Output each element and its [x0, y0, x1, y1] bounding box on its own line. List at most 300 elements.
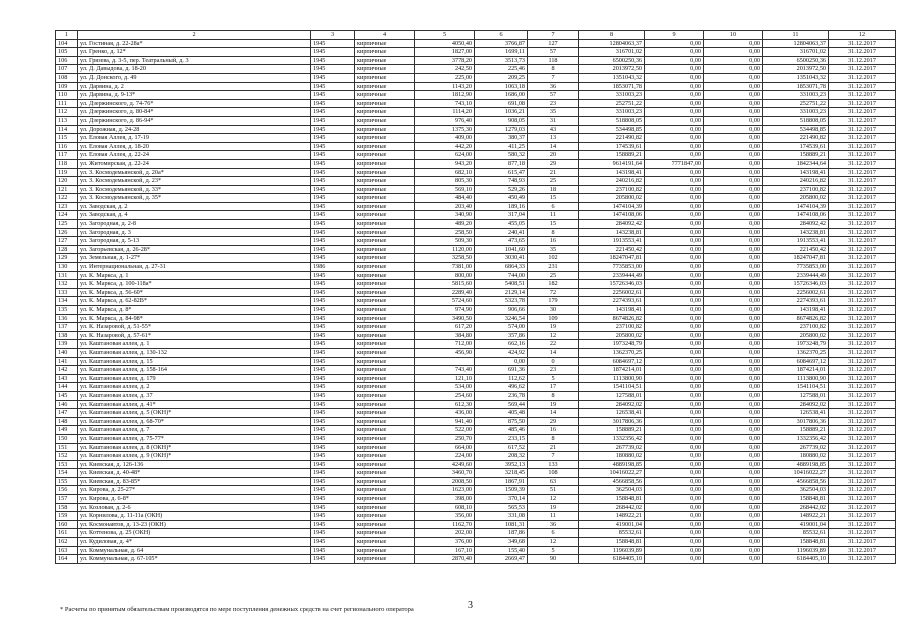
cell-cost-remaining: 6500250,36: [763, 56, 829, 65]
cell-year-built: 1945: [311, 469, 355, 478]
cell-row-index: 122: [56, 194, 78, 203]
cell-living-area: 580,32: [475, 151, 528, 160]
cell-cost-total: 1351043,32: [579, 73, 645, 82]
cell-total-area: 682,10: [415, 168, 475, 177]
cell-row-index: 110: [56, 91, 78, 100]
table-row: [56, 434, 896, 443]
cell-deadline-date: 31.12.2017: [829, 237, 896, 246]
cell-cost-total: 1474104,39: [579, 202, 645, 211]
cell-cost-total: 158848,81: [579, 538, 645, 547]
cell-row-index: 159: [56, 512, 78, 521]
cell-total-area: 340,90: [415, 211, 475, 220]
cell-wall-material: кирпичные: [355, 306, 415, 315]
cell-year-built: 1945: [311, 82, 355, 91]
cell-deadline-date: 31.12.2017: [829, 452, 896, 461]
table-row: [56, 211, 896, 220]
cell-cost-total: 268442,02: [579, 503, 645, 512]
table-row: [56, 409, 896, 418]
cell-deadline-date: 31.12.2017: [829, 443, 896, 452]
cell-funds-other: 0,00: [645, 82, 704, 91]
cell-funds-other: 0,00: [645, 142, 704, 151]
cell-residents-count: 90: [528, 555, 579, 564]
cell-row-index: 136: [56, 314, 78, 323]
cell-living-area: 565,53: [475, 503, 528, 512]
cell-funds-other: 0,00: [645, 383, 704, 392]
cell-cost-remaining: 7735853,00: [763, 263, 829, 272]
cell-cost-remaining: 252751,22: [763, 99, 829, 108]
column-number: 4: [355, 31, 415, 40]
cell-funds-3: 0,00: [704, 185, 763, 194]
cell-funds-other: 0,00: [645, 263, 704, 272]
cell-address: ул. Дорожная, д. 24-28: [78, 125, 311, 134]
cell-funds-3: 0,00: [704, 443, 763, 452]
column-number: 11: [763, 31, 829, 40]
cell-row-index: 120: [56, 177, 78, 186]
cell-cost-total: 143238,81: [579, 228, 645, 237]
cell-cost-remaining: 518808,05: [763, 116, 829, 125]
cell-deadline-date: 31.12.2017: [829, 434, 896, 443]
cell-total-area: 976,40: [415, 116, 475, 125]
cell-wall-material: кирпичные: [355, 185, 415, 194]
table-row: [56, 271, 896, 280]
cell-funds-other: 0,00: [645, 512, 704, 521]
cell-address: ул. З. Космодемьянской, д. 33*: [78, 185, 311, 194]
cell-row-index: 123: [56, 202, 78, 211]
cell-cost-total: 1913553,41: [579, 237, 645, 246]
cell-residents-count: 12: [528, 538, 579, 547]
cell-funds-other: 0,00: [645, 297, 704, 306]
cell-living-area: 691,36: [475, 366, 528, 375]
cell-funds-3: 0,00: [704, 323, 763, 332]
cell-address: ул. Дарвина, д. 2: [78, 82, 311, 91]
cell-deadline-date: 31.12.2017: [829, 280, 896, 289]
cell-wall-material: кирпичные: [355, 512, 415, 521]
cell-wall-material: кирпичные: [355, 426, 415, 435]
cell-wall-material: кирпичные: [355, 314, 415, 323]
cell-wall-material: кирпичные: [355, 529, 415, 538]
cell-living-area: 3030,41: [475, 254, 528, 263]
cell-cost-total: 174539,61: [579, 142, 645, 151]
cell-residents-count: 8: [528, 434, 579, 443]
cell-cost-remaining: 148922,21: [763, 512, 829, 521]
cell-year-built: 1945: [311, 314, 355, 323]
cell-residents-count: 102: [528, 254, 579, 263]
cell-cost-remaining: 237100,82: [763, 323, 829, 332]
housing-register-table: [55, 30, 896, 564]
cell-wall-material: кирпичные: [355, 108, 415, 117]
cell-year-built: 1945: [311, 39, 355, 48]
cell-address: ул. Загородная, д. 5-13: [78, 237, 311, 246]
cell-year-built: 1945: [311, 91, 355, 100]
cell-address: ул. З. Космодемьянской, д. 23*: [78, 177, 311, 186]
cell-wall-material: кирпичные: [355, 116, 415, 125]
cell-year-built: 1945: [311, 374, 355, 383]
cell-cost-total: 2274393,61: [579, 297, 645, 306]
cell-address: ул. Корнилова, д. 11-11а (ОКН): [78, 512, 311, 521]
column-number: 2: [78, 31, 311, 40]
cell-funds-other: 0,00: [645, 73, 704, 82]
cell-residents-count: 20: [528, 151, 579, 160]
cell-cost-total: 143198,41: [579, 168, 645, 177]
cell-residents-count: 133: [528, 460, 579, 469]
cell-total-area: 376,00: [415, 538, 475, 547]
cell-funds-3: 0,00: [704, 340, 763, 349]
cell-cost-remaining: 237100,82: [763, 185, 829, 194]
cell-deadline-date: 31.12.2017: [829, 185, 896, 194]
cell-funds-other: 0,00: [645, 434, 704, 443]
cell-deadline-date: 31.12.2017: [829, 254, 896, 263]
cell-total-area: 664,00: [415, 443, 475, 452]
cell-total-area: 743,10: [415, 99, 475, 108]
table-row: [56, 546, 896, 555]
cell-cost-total: 85532,61: [579, 529, 645, 538]
cell-living-area: 349,68: [475, 538, 528, 547]
cell-cost-total: 205800,02: [579, 331, 645, 340]
cell-deadline-date: 31.12.2017: [829, 323, 896, 332]
cell-living-area: 112,62: [475, 374, 528, 383]
cell-residents-count: 29: [528, 159, 579, 168]
cell-cost-remaining: 126538,41: [763, 409, 829, 418]
cell-cost-total: 8674826,82: [579, 314, 645, 323]
cell-wall-material: кирпичные: [355, 520, 415, 529]
cell-funds-other: 0,00: [645, 417, 704, 426]
cell-living-area: 877,18: [475, 159, 528, 168]
cell-wall-material: кирпичные: [355, 211, 415, 220]
cell-funds-other: 0,00: [645, 520, 704, 529]
cell-cost-total: 18247047,81: [579, 254, 645, 263]
cell-address: ул. Загородная, д. 2-8: [78, 220, 311, 229]
cell-living-area: 411,25: [475, 142, 528, 151]
cell-row-index: 157: [56, 495, 78, 504]
cell-wall-material: кирпичные: [355, 400, 415, 409]
cell-funds-3: 0,00: [704, 177, 763, 186]
cell-living-area: 2129,14: [475, 288, 528, 297]
cell-cost-total: 534498,85: [579, 125, 645, 134]
cell-funds-other: 0,00: [645, 288, 704, 297]
cell-cost-remaining: 8674826,82: [763, 314, 829, 323]
table-row: [56, 263, 896, 272]
table-row: [56, 340, 896, 349]
cell-total-area: 5815,60: [415, 280, 475, 289]
cell-funds-3: 0,00: [704, 486, 763, 495]
cell-funds-3: 0,00: [704, 39, 763, 48]
cell-year-built: 1945: [311, 495, 355, 504]
cell-year-built: 1945: [311, 116, 355, 125]
cell-year-built: 1945: [311, 99, 355, 108]
cell-funds-3: 0,00: [704, 409, 763, 418]
cell-wall-material: кирпичные: [355, 245, 415, 254]
cell-funds-3: 0,00: [704, 529, 763, 538]
cell-year-built: 1945: [311, 383, 355, 392]
cell-deadline-date: 31.12.2017: [829, 469, 896, 478]
cell-funds-other: 0,00: [645, 134, 704, 143]
column-number: 8: [579, 31, 645, 40]
cell-year-built: 1945: [311, 254, 355, 263]
cell-row-index: 150: [56, 434, 78, 443]
cell-total-area: 624,00: [415, 151, 475, 160]
cell-funds-3: 0,00: [704, 426, 763, 435]
cell-funds-other: 0,00: [645, 116, 704, 125]
cell-total-area: 943,20: [415, 159, 475, 168]
cell-total-area: 1827,00: [415, 48, 475, 57]
cell-address: ул. Каштановая аллея, д. 7: [78, 426, 311, 435]
cell-cost-total: 284092,02: [579, 400, 645, 409]
cell-row-index: 143: [56, 374, 78, 383]
cell-total-area: 121,10: [415, 374, 475, 383]
cell-deadline-date: 31.12.2017: [829, 56, 896, 65]
cell-funds-other: 0,00: [645, 245, 704, 254]
cell-deadline-date: 31.12.2017: [829, 82, 896, 91]
cell-residents-count: 31: [528, 116, 579, 125]
cell-address: ул. Д. Давыдова, д. 18-20: [78, 65, 311, 74]
table-row: [56, 495, 896, 504]
cell-total-area: 5724,60: [415, 297, 475, 306]
table-row: [56, 134, 896, 143]
cell-living-area: 617,52: [475, 443, 528, 452]
cell-funds-other: 0,00: [645, 56, 704, 65]
cell-residents-count: 18: [528, 185, 579, 194]
cell-funds-other: 0,00: [645, 237, 704, 246]
cell-wall-material: кирпичные: [355, 409, 415, 418]
cell-living-area: 357,86: [475, 331, 528, 340]
cell-funds-3: 0,00: [704, 495, 763, 504]
cell-funds-3: 0,00: [704, 82, 763, 91]
cell-year-built: 1945: [311, 400, 355, 409]
cell-address: ул. К. Назаровой, д. 51-55*: [78, 323, 311, 332]
cell-funds-other: 0,00: [645, 486, 704, 495]
cell-funds-3: 0,00: [704, 91, 763, 100]
cell-wall-material: кирпичные: [355, 91, 415, 100]
table-row: [56, 65, 896, 74]
cell-living-area: 405,48: [475, 409, 528, 418]
cell-year-built: 1945: [311, 185, 355, 194]
cell-row-index: 160: [56, 520, 78, 529]
cell-deadline-date: 31.12.2017: [829, 202, 896, 211]
cell-total-area: 800,00: [415, 271, 475, 280]
cell-residents-count: 108: [528, 469, 579, 478]
cell-total-area: 484,40: [415, 194, 475, 203]
cell-funds-other: 0,00: [645, 91, 704, 100]
cell-funds-3: 0,00: [704, 280, 763, 289]
cell-living-area: 569,44: [475, 400, 528, 409]
cell-residents-count: 6: [528, 202, 579, 211]
cell-living-area: 317,04: [475, 211, 528, 220]
cell-deadline-date: 31.12.2017: [829, 348, 896, 357]
cell-row-index: 142: [56, 366, 78, 375]
cell-year-built: 1945: [311, 520, 355, 529]
cell-address: ул. Каштановая аллея, д. 37: [78, 391, 311, 400]
cell-funds-other: 0,00: [645, 443, 704, 452]
cell-residents-count: 23: [528, 366, 579, 375]
cell-cost-remaining: 10416022,27: [763, 469, 829, 478]
cell-cost-total: 158848,81: [579, 495, 645, 504]
cell-cost-remaining: 174539,61: [763, 142, 829, 151]
cell-living-area: 3246,54: [475, 314, 528, 323]
cell-row-index: 114: [56, 125, 78, 134]
cell-funds-other: 0,00: [645, 65, 704, 74]
cell-living-area: 1699,11: [475, 48, 528, 57]
cell-wall-material: кирпичные: [355, 159, 415, 168]
cell-residents-count: 63: [528, 477, 579, 486]
cell-living-area: 225,46: [475, 65, 528, 74]
cell-deadline-date: 31.12.2017: [829, 374, 896, 383]
cell-residents-count: 30: [528, 306, 579, 315]
cell-year-built: 1945: [311, 443, 355, 452]
cell-wall-material: кирпичные: [355, 228, 415, 237]
cell-funds-other: 0,00: [645, 495, 704, 504]
cell-row-index: 129: [56, 254, 78, 263]
cell-year-built: 1945: [311, 460, 355, 469]
table-row: [56, 288, 896, 297]
cell-wall-material: кирпичные: [355, 434, 415, 443]
cell-cost-remaining: 267739,02: [763, 443, 829, 452]
cell-living-area: 331,08: [475, 512, 528, 521]
cell-total-area: 442,20: [415, 142, 475, 151]
cell-residents-count: 57: [528, 91, 579, 100]
cell-cost-total: 205800,02: [579, 194, 645, 203]
cell-residents-count: 13: [528, 134, 579, 143]
cell-cost-total: 1362370,25: [579, 348, 645, 357]
cell-deadline-date: 31.12.2017: [829, 383, 896, 392]
cell-funds-3: 0,00: [704, 211, 763, 220]
cell-address: ул. Заводская, д. 2: [78, 202, 311, 211]
cell-address: ул. Заводская, д. 4: [78, 211, 311, 220]
cell-cost-total: 518808,05: [579, 116, 645, 125]
cell-total-area: 203,40: [415, 202, 475, 211]
column-number: 10: [704, 31, 763, 40]
table-row: [56, 56, 896, 65]
cell-cost-total: 6084697,12: [579, 357, 645, 366]
cell-row-index: 108: [56, 73, 78, 82]
table-row: [56, 323, 896, 332]
table-row: [56, 168, 896, 177]
cell-total-area: 1143,20: [415, 82, 475, 91]
cell-year-built: 1945: [311, 538, 355, 547]
cell-living-area: 455,05: [475, 220, 528, 229]
cell-wall-material: кирпичные: [355, 177, 415, 186]
cell-residents-count: 25: [528, 271, 579, 280]
table-row: [56, 202, 896, 211]
cell-wall-material: кирпичные: [355, 538, 415, 547]
cell-year-built: 1945: [311, 73, 355, 82]
cell-wall-material: кирпичные: [355, 48, 415, 57]
cell-residents-count: 36: [528, 82, 579, 91]
cell-year-built: 1945: [311, 125, 355, 134]
cell-deadline-date: 31.12.2017: [829, 297, 896, 306]
cell-cost-total: 362504,03: [579, 486, 645, 495]
cell-total-area: 3460,70: [415, 469, 475, 478]
cell-address: ул. Каштановая аллея, д. 75-77*: [78, 434, 311, 443]
cell-cost-total: 1541104,51: [579, 383, 645, 392]
cell-living-area: 370,14: [475, 495, 528, 504]
cell-cost-remaining: 331003,23: [763, 91, 829, 100]
cell-residents-count: 12: [528, 495, 579, 504]
table-row: [56, 237, 896, 246]
cell-residents-count: 182: [528, 280, 579, 289]
cell-row-index: 116: [56, 142, 78, 151]
cell-total-area: 456,90: [415, 348, 475, 357]
cell-living-area: 744,00: [475, 271, 528, 280]
cell-row-index: 119: [56, 168, 78, 177]
cell-residents-count: 231: [528, 263, 579, 272]
cell-living-area: 187,86: [475, 529, 528, 538]
cell-cost-remaining: 158848,81: [763, 538, 829, 547]
cell-cost-total: 180880,02: [579, 452, 645, 461]
cell-cost-remaining: 143198,41: [763, 168, 829, 177]
cell-cost-total: 10416022,27: [579, 469, 645, 478]
cell-wall-material: кирпичные: [355, 477, 415, 486]
cell-cost-remaining: 180880,02: [763, 452, 829, 461]
cell-row-index: 118: [56, 159, 78, 168]
cell-row-index: 141: [56, 357, 78, 366]
cell-funds-3: 0,00: [704, 400, 763, 409]
cell-address: ул. Дзержинского, д. 80-84*: [78, 108, 311, 117]
cell-year-built: 1945: [311, 486, 355, 495]
table-row: [56, 99, 896, 108]
cell-funds-other: 0,00: [645, 323, 704, 332]
cell-address: ул. Киевская, д. 83-85*: [78, 477, 311, 486]
cell-row-index: 109: [56, 82, 78, 91]
cell-cost-total: 148922,21: [579, 512, 645, 521]
cell-wall-material: кирпичные: [355, 151, 415, 160]
table-row: [56, 357, 896, 366]
cell-residents-count: 8: [528, 391, 579, 400]
cell-living-area: 424,92: [475, 348, 528, 357]
table-row: [56, 426, 896, 435]
cell-wall-material: кирпичные: [355, 134, 415, 143]
cell-funds-other: 0,00: [645, 125, 704, 134]
cell-cost-total: 1474108,06: [579, 211, 645, 220]
cell-wall-material: кирпичные: [355, 297, 415, 306]
cell-funds-3: 0,00: [704, 65, 763, 74]
cell-deadline-date: 31.12.2017: [829, 48, 896, 57]
cell-address: ул. Гренко, д. 12*: [78, 48, 311, 57]
cell-deadline-date: 31.12.2017: [829, 306, 896, 315]
cell-address: ул. Каштановая аллея, д. 130-132: [78, 348, 311, 357]
cell-row-index: 147: [56, 409, 78, 418]
cell-wall-material: кирпичные: [355, 142, 415, 151]
cell-wall-material: кирпичные: [355, 271, 415, 280]
cell-year-built: 1945: [311, 323, 355, 332]
cell-wall-material: кирпичные: [355, 39, 415, 48]
cell-funds-3: 0,00: [704, 99, 763, 108]
cell-living-area: 485,46: [475, 426, 528, 435]
cell-deadline-date: 31.12.2017: [829, 340, 896, 349]
table-row: [56, 142, 896, 151]
cell-living-area: 662,16: [475, 340, 528, 349]
cell-funds-other: 0,00: [645, 331, 704, 340]
cell-funds-other: 0,00: [645, 469, 704, 478]
table-row: [56, 331, 896, 340]
cell-funds-other: 7771847,00: [645, 159, 704, 168]
cell-total-area: 534,00: [415, 383, 475, 392]
cell-row-index: 127: [56, 237, 78, 246]
cell-address: ул. Каштановая аллея, д. 68-70*: [78, 417, 311, 426]
cell-cost-remaining: 1853071,78: [763, 82, 829, 91]
cell-funds-3: 0,00: [704, 48, 763, 57]
cell-living-area: 691,08: [475, 99, 528, 108]
cell-residents-count: 36: [528, 520, 579, 529]
cell-year-built: 1945: [311, 366, 355, 375]
cell-cost-total: 2339444,49: [579, 271, 645, 280]
cell-funds-3: 0,00: [704, 357, 763, 366]
cell-year-built: 1945: [311, 477, 355, 486]
cell-deadline-date: 31.12.2017: [829, 151, 896, 160]
cell-total-area: 242,50: [415, 65, 475, 74]
cell-year-built: 1945: [311, 211, 355, 220]
cell-wall-material: кирпичные: [355, 220, 415, 229]
cell-total-area: 569,10: [415, 185, 475, 194]
